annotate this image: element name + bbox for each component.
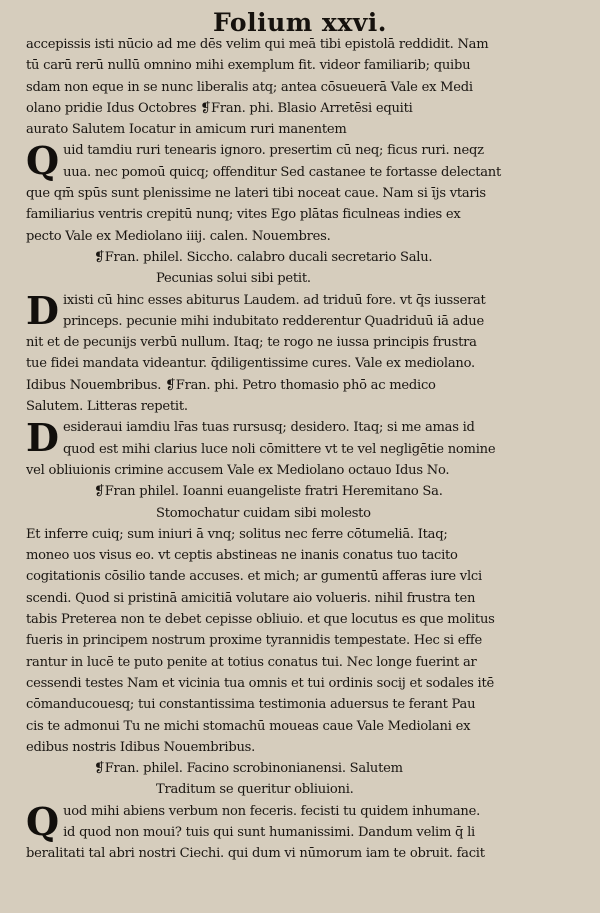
text-line: edibus nostris Idibus Nouembribus. <box>26 739 256 755</box>
letter-heading <box>26 481 566 524</box>
letter-argument: Traditum se queritur obliuioni. <box>156 782 354 798</box>
text-line: cessendi testes Nam et vicinia tua omnis et tui ordinis socij et sodales itē <box>26 675 494 691</box>
text-line: Salutem. Litteras repetit. <box>26 399 188 415</box>
text-line: quod est mihi clarius luce noli cōmittere vt te vel negligētie nomine <box>62 441 496 457</box>
text-line: cis te admonui Tu ne michi stomachū moueas caue Vale Mediolani ex <box>26 718 471 734</box>
letter-paragraph <box>26 287 566 418</box>
text-line: sdam non eque in se nunc liberalis atq; antea cōsueuerā Vale ex Medi <box>26 79 473 95</box>
text-line: familiarius ventris crepitū nunq; vites Ego plātas ficulneas indies ex <box>26 207 461 223</box>
text-line: vel obliuionis crimine accusem Vale ex Mediolano octauo Idus No. <box>26 462 450 478</box>
text-line: olano pridie Idus Octobres ❡Fran. phi. Blasio Arretēsi equiti <box>26 100 413 116</box>
text-line: cōmanducouesq; tui constantissima testimonia aduersus te ferant Pau <box>26 697 476 713</box>
letter-paragraph <box>26 798 566 865</box>
folio-header: Folium xxvi. <box>213 8 387 37</box>
text-line: uid tamdiu ruri tenearis ignoro. presertim cū neq; ficus ruri. neqz <box>63 143 484 159</box>
text-block <box>26 34 566 140</box>
text-line: tue fidei mandata videantur. q̄diligentissime cures. Vale ex mediolano. <box>26 356 475 372</box>
letter-heading <box>26 758 566 801</box>
letter-argument: Pecunias solui sibi petit. <box>156 271 311 287</box>
text-line: pecto Vale ex Mediolano iiij. calen. Nouembres. <box>26 228 331 244</box>
letter-salutation: ❡Fran. philel. Siccho. calabro ducali secretario Salu. <box>94 249 433 265</box>
text-line: Idibus Nouembribus. ❡Fran. phi. Petro thomasio phō ac medico <box>26 377 436 393</box>
letter-paragraph <box>26 140 566 246</box>
letter-salutation: ❡Fran philel. Ioanni euangeliste fratri Heremitano Sa. <box>94 484 443 500</box>
text-line: tū carū rerū nullū omnino mihi exemplum fit. videor familiarib; quibu <box>26 58 471 74</box>
text-line: nit et de pecunijs verbū nullum. Itaq; te rogo ne iussa principis frustra <box>26 335 477 351</box>
letter-argument: Stomochatur cuidam sibi molesto <box>156 505 371 521</box>
drop-initial: Q <box>26 138 60 184</box>
text-line: princeps. pecunie mihi indubitato redderentur Quadriduū iā adue <box>62 313 484 329</box>
text-line: tabis Preterea non te debet cepisse obliuio. et que locutus es que molitus <box>26 612 495 628</box>
page-text <box>26 34 566 865</box>
text-line: Et inferre cuiq; sum iniuri ā vnq; solitus nec ferre cōtumeliā. Itaq; <box>26 526 448 542</box>
letter-heading <box>26 247 566 290</box>
text-line: esideraui iamdiu lr̄as tuas rursusq; desidero. Itaq; si me amas id <box>62 420 475 436</box>
text-line: moneo uos visus eo. vt ceptis abstineas ne inanis conatus tuo tacito <box>26 548 458 564</box>
drop-initial: D <box>26 415 59 461</box>
drop-initial: D <box>26 287 59 333</box>
text-line: ixisti cū hinc esses abiturus Laudem. ad triduū fore. vt q̄s iusserat <box>62 292 486 308</box>
text-block <box>26 524 566 758</box>
text-line: cogitationis cōsilio tande accuses. et mich; ar gumentū afferas iure vlci <box>26 569 482 585</box>
text-line: rantur in lucē te puto penite at totius conatus tui. Nec longe fuerint ar <box>26 654 477 670</box>
text-line: que qm̄ spūs sunt plenissime ne lateri tibi noceat caue. Nam si ījs vtaris <box>26 186 486 202</box>
text-line: scendi. Quod si pristinā amicitiā volutare aio volueris. nihil frustra ten <box>26 590 476 606</box>
text-line: id quod non moui? tuis qui sunt humanissimi. Dandum velim q̄ li <box>63 824 475 840</box>
text-line: uod mihi abiens verbum non feceris. fecisti tu quidem inhumane. <box>63 803 480 819</box>
text-line: beralitati tal abri nostri Ciechi. qui dum vi nūmorum iam te obruit. facit <box>26 846 485 862</box>
text-line: fueris in principem nostrum proxime tyrannidis tempestate. Hec si effe <box>26 633 482 649</box>
text-line: uua. nec pomoū quicq; offenditur Sed castanee te fortasse delectant <box>63 164 501 180</box>
drop-initial: Q <box>26 798 60 844</box>
text-line: accepissis isti nūcio ad me dēs velim qui meā tibi epistolā reddidit. Nam <box>26 37 489 52</box>
text-line: aurato Salutem Iocatur in amicum ruri manentem <box>26 122 347 138</box>
letter-paragraph <box>26 417 566 481</box>
letter-salutation: ❡Fran. philel. Facino scrobinonianensi. Salutem <box>94 761 403 777</box>
